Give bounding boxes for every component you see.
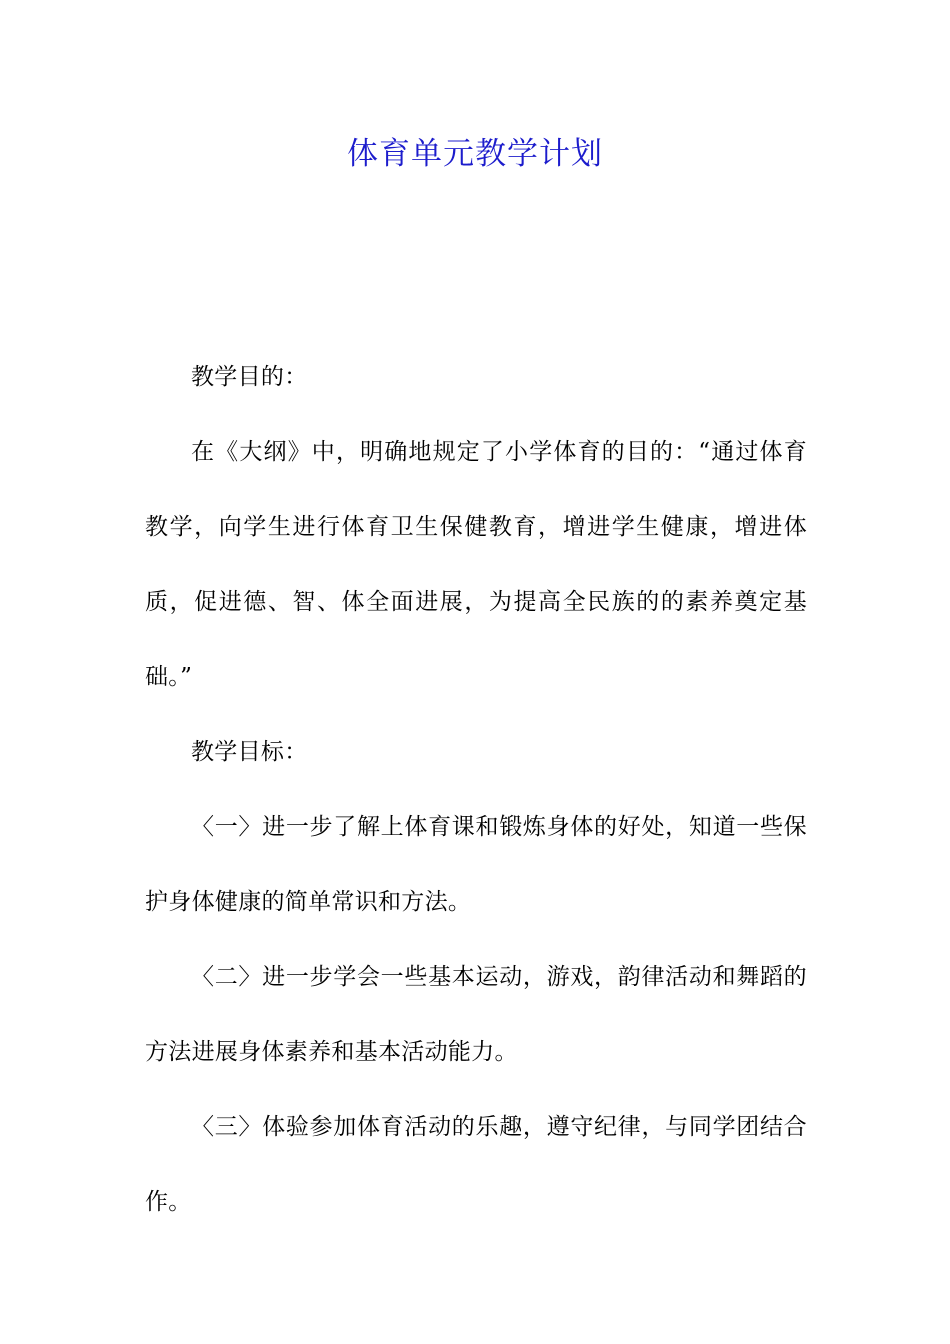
section-heading-objectives: 教学目标： bbox=[191, 739, 308, 765]
section-heading-purpose: 教学目的： bbox=[191, 364, 308, 390]
document-body bbox=[145, 340, 807, 1240]
objective-item-2: 〈二〉进一步学会一些基本运动，游戏，韵律活动和舞蹈的方法进展身体素养和基本活动能力。 bbox=[145, 964, 807, 1065]
objective-item-3: 〈三〉体验参加体育活动的乐趣，遵守纪律，与同学团结合作。 bbox=[145, 1114, 807, 1215]
objective-item-1: 〈一〉进一步了解上体育课和锻炼身体的好处，知道一些保护身体健康的简单常识和方法。 bbox=[145, 814, 807, 915]
paragraph-purpose-statement: 在《大纲》中，明确地规定了小学体育的目的：“通过体育教学，向学生进行体育卫生保健教育，增进学生健康，增进体质，促进德、智、体全面进展，为提高全民族的的素养奠定基础。” bbox=[145, 439, 807, 690]
document-title: 体育单元教学计划 bbox=[347, 136, 603, 172]
